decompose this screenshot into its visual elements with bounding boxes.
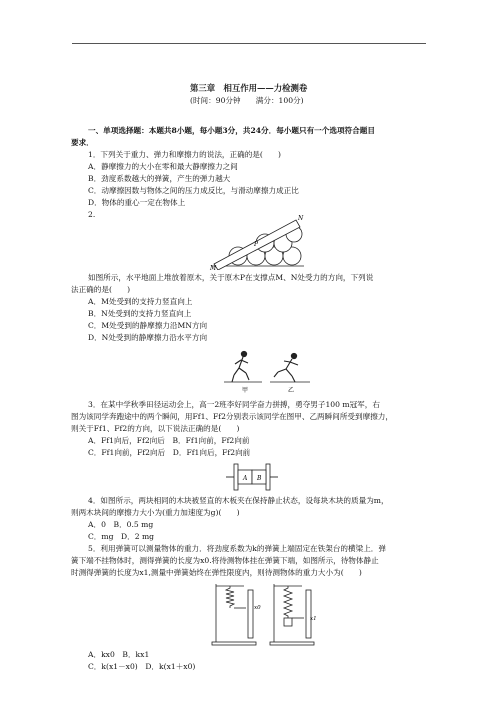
stand-unloaded [212,584,256,645]
label-yi: 乙 [288,387,295,394]
q5-stem-line1: 5．利用弹簧可以测量物体的重力．将劲度系数为k的弹簧上端固定在铁架台的横梁上．弹 [88,544,386,553]
q3-stem-line2: 图为该同学奔跑途中的两个瞬间，用Ff1、Ff2分别表示该同学在图甲、乙两瞬间所受到摩擦力， [71,412,393,421]
label-m: M [210,265,217,270]
q2-option-a: A．M处受到的支持力竖直向上 [88,297,193,306]
label-a: A [243,475,248,482]
q4-options-ab: A．0 B．0.5 mg [88,520,154,529]
exam-meta: (时间：90分钟 满分：100分) [190,96,304,105]
q2-number: 2. [88,210,96,219]
runner-yi [274,353,298,382]
q4-stem-line2: 则两木块间的摩擦力大小为(重力加速度为g)( ) [71,508,240,517]
q5-stem-line3: 时测得弹簧的长度为x1,测量中弹簧始终在弹性限度内，则待测物体的重力大小为( ) [71,568,362,577]
q3-stem-line1: 3．在某中学秋季田径运动会上，高一2班李好同学奋力拼搏，勇夺男子100 m冠军，右 [88,400,380,409]
label-n: N [298,215,304,222]
q3-stem-line3: 则关于Ff1、Ff2的方向，以下说法正确的是( ) [71,424,240,433]
label-b: B [257,475,262,482]
left-board [234,464,238,490]
page-title: 第三章 相互作用——力检测卷 [190,83,308,93]
q1-option-d: D．物体的重心一定在物体上 [88,198,186,207]
q2-stem-line1: 如图所示，水平地面上堆放着原木，关于原木P在支撑点M、N处受力的方向，下列说 [88,273,374,282]
q5-options-cd: C．k(x1－x0) D．k(x1＋x0) [88,662,196,671]
q2-log-pile-figure [208,212,308,270]
q1-option-a: A．静摩擦力的大小在零和最大静摩擦力之间 [88,162,238,171]
q2-stem-line2: 法正确的是( ) [71,285,131,294]
q3-options-ab: A．Ff1向后，Ff2向后 B．Ff1向前，Ff2向前 [88,436,250,445]
q1-option-b: B．劲度系数越大的弹簧，产生的弹力越大 [88,174,231,183]
q4-clamped-blocks-figure [224,462,280,492]
q2-option-c: C．M处受到的静摩擦力沿MN方向 [88,321,208,330]
stand-loaded [270,584,314,645]
section-heading-line1: 一、单项选择题：本题共8小题，每小题3分，共24分．每小题只有一个选项符合题目 [88,126,375,135]
header-rule [72,43,426,44]
q3-options-cd: C．Ff1向前，Ff2向后 D．Ff1向后，Ff2向前 [88,448,251,457]
label-x1: x1 [310,616,317,622]
q4-stem-line1: 4．如图所示，两块相同的木块被竖直的木板夹在保持静止状态，设每块木块的质量为m， [88,496,389,505]
q5-stem-line2: 簧下端不挂物体时，测得弹簧的长度为x0.将待测物体挂在弹簧下端，如图所示，待物体静止 [71,556,379,565]
q4-options-cd: C．mg D．2 mg [88,532,155,541]
q5-options-ab: A．kx0 B．kx1 [88,650,150,659]
label-x0: x0 [254,605,261,611]
q2-option-d: D．N处受到的静摩擦力沿水平方向 [88,333,208,342]
label-jia: 甲 [242,387,249,394]
q1-option-c: C．动摩擦因数与物体之间的压力成反比，与滑动摩擦力成正比 [88,186,299,195]
right-board [266,464,270,490]
runner-jia [232,351,249,382]
q3-runner-figure [222,346,312,394]
q5-spring-stand-figure [210,580,320,648]
q2-option-b: B．N处受到的支持力竖直向上 [88,309,192,318]
section-heading-line2: 要求． [71,138,94,147]
q1-stem: 1．下列关于重力、弹力和摩擦力的说法，正确的是( ) [88,150,282,159]
label-p: P [254,241,259,248]
